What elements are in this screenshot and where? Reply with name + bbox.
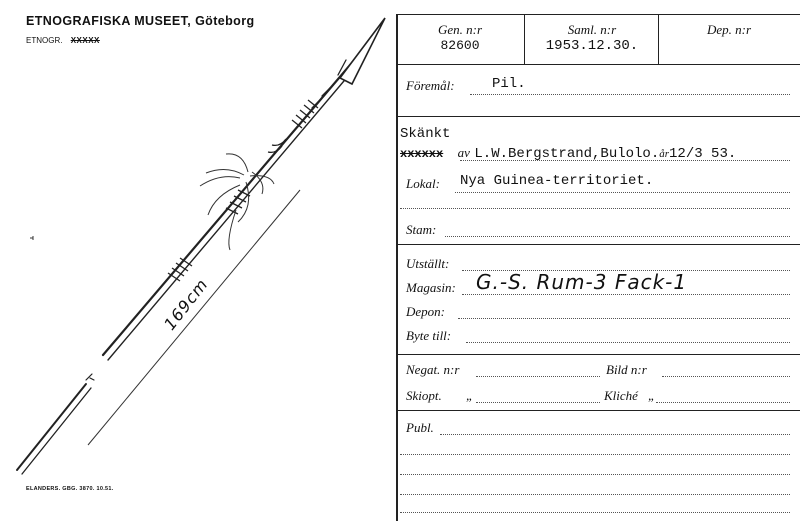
printer-imprint: ELANDERS. GBG. 3870. 10.51.: [26, 486, 114, 492]
skankt-struck: xxxxxx: [400, 147, 444, 161]
box-divider-1: [524, 14, 525, 64]
skankt-av-label: av: [457, 145, 470, 160]
department-struck: XXXXX: [70, 36, 100, 45]
publ-line-3: [400, 474, 790, 475]
foremal-label: Föremål:: [406, 78, 455, 93]
publ-line-4: [400, 494, 790, 495]
magasin-line: [462, 294, 790, 295]
kliche-label: Kliché: [604, 388, 638, 403]
utstallt-label: Utställt:: [406, 256, 450, 271]
skiopt-line: [476, 402, 600, 403]
depon-label: Depon:: [406, 304, 445, 319]
saml-nr-label: Saml. n:r: [567, 22, 617, 37]
skankt-label: Skänkt: [400, 126, 451, 142]
gen-nr-value: 82600: [440, 38, 480, 53]
byte-till-line: [466, 342, 790, 343]
arrow-shaft: [103, 18, 385, 360]
publ-line-1: [440, 434, 790, 435]
dep-nr-label: Dep. n:r: [706, 22, 752, 37]
depon-line: [458, 318, 790, 319]
skiopt-label: Skiopt.: [406, 388, 442, 403]
publ-label: Publ.: [406, 420, 434, 435]
department-label: ETNOGR.: [26, 36, 63, 45]
publ-line-2: [400, 454, 790, 455]
foremal-line: [470, 94, 790, 95]
section-rule-2: [396, 116, 800, 117]
saml-nr-value: 1953.12.30.: [545, 38, 639, 54]
stam-line: [445, 236, 790, 237]
gen-nr-label: Gen. n:r: [437, 22, 483, 37]
lokal-label: Lokal:: [406, 176, 440, 191]
bild-line: [662, 376, 790, 377]
card-top-border: [396, 14, 800, 15]
foremal-value: Pil.: [492, 76, 526, 92]
date-value: 12/3 53.: [669, 146, 737, 162]
card-left-border: [396, 14, 398, 521]
magasin-value: G.-S. Rum-3 Fack-1: [476, 270, 688, 294]
kliche-line: [656, 402, 790, 403]
donor-value: L.W.Bergstrand,Bulolo.: [474, 146, 660, 162]
section-rule-5: [396, 410, 800, 411]
stam-label: Stam:: [406, 222, 437, 237]
negat-line: [476, 376, 600, 377]
arrow-drawing: [0, 0, 395, 521]
length-annotation: 169cm: [160, 274, 212, 334]
publ-line-5: [400, 512, 790, 513]
dimension-line: [88, 190, 300, 445]
lokal-line-2: [400, 208, 790, 209]
lokal-value: Nya Guinea-territoriet.: [460, 173, 654, 189]
kliche-value: „: [648, 388, 656, 403]
section-rule-3: [396, 244, 800, 245]
skiopt-value: „: [466, 388, 474, 403]
section-rule-1: [396, 64, 800, 65]
bild-label: Bild n:r: [606, 362, 647, 377]
negat-label: Negat. n:r: [406, 362, 460, 377]
skankt-ar-label: år: [659, 148, 670, 160]
museum-name-text: ETNOGRAFISKA MUSEET,: [26, 14, 192, 28]
skankt-underline: [460, 160, 790, 161]
lokal-line: [455, 192, 790, 193]
museum-city: Göteborg: [195, 14, 255, 28]
magasin-label: Magasin:: [406, 280, 456, 295]
section-rule-4: [396, 354, 800, 355]
box-divider-2: [658, 14, 659, 64]
arrow-foreshaft: [17, 374, 94, 474]
byte-till-label: Byte till:: [406, 328, 452, 343]
